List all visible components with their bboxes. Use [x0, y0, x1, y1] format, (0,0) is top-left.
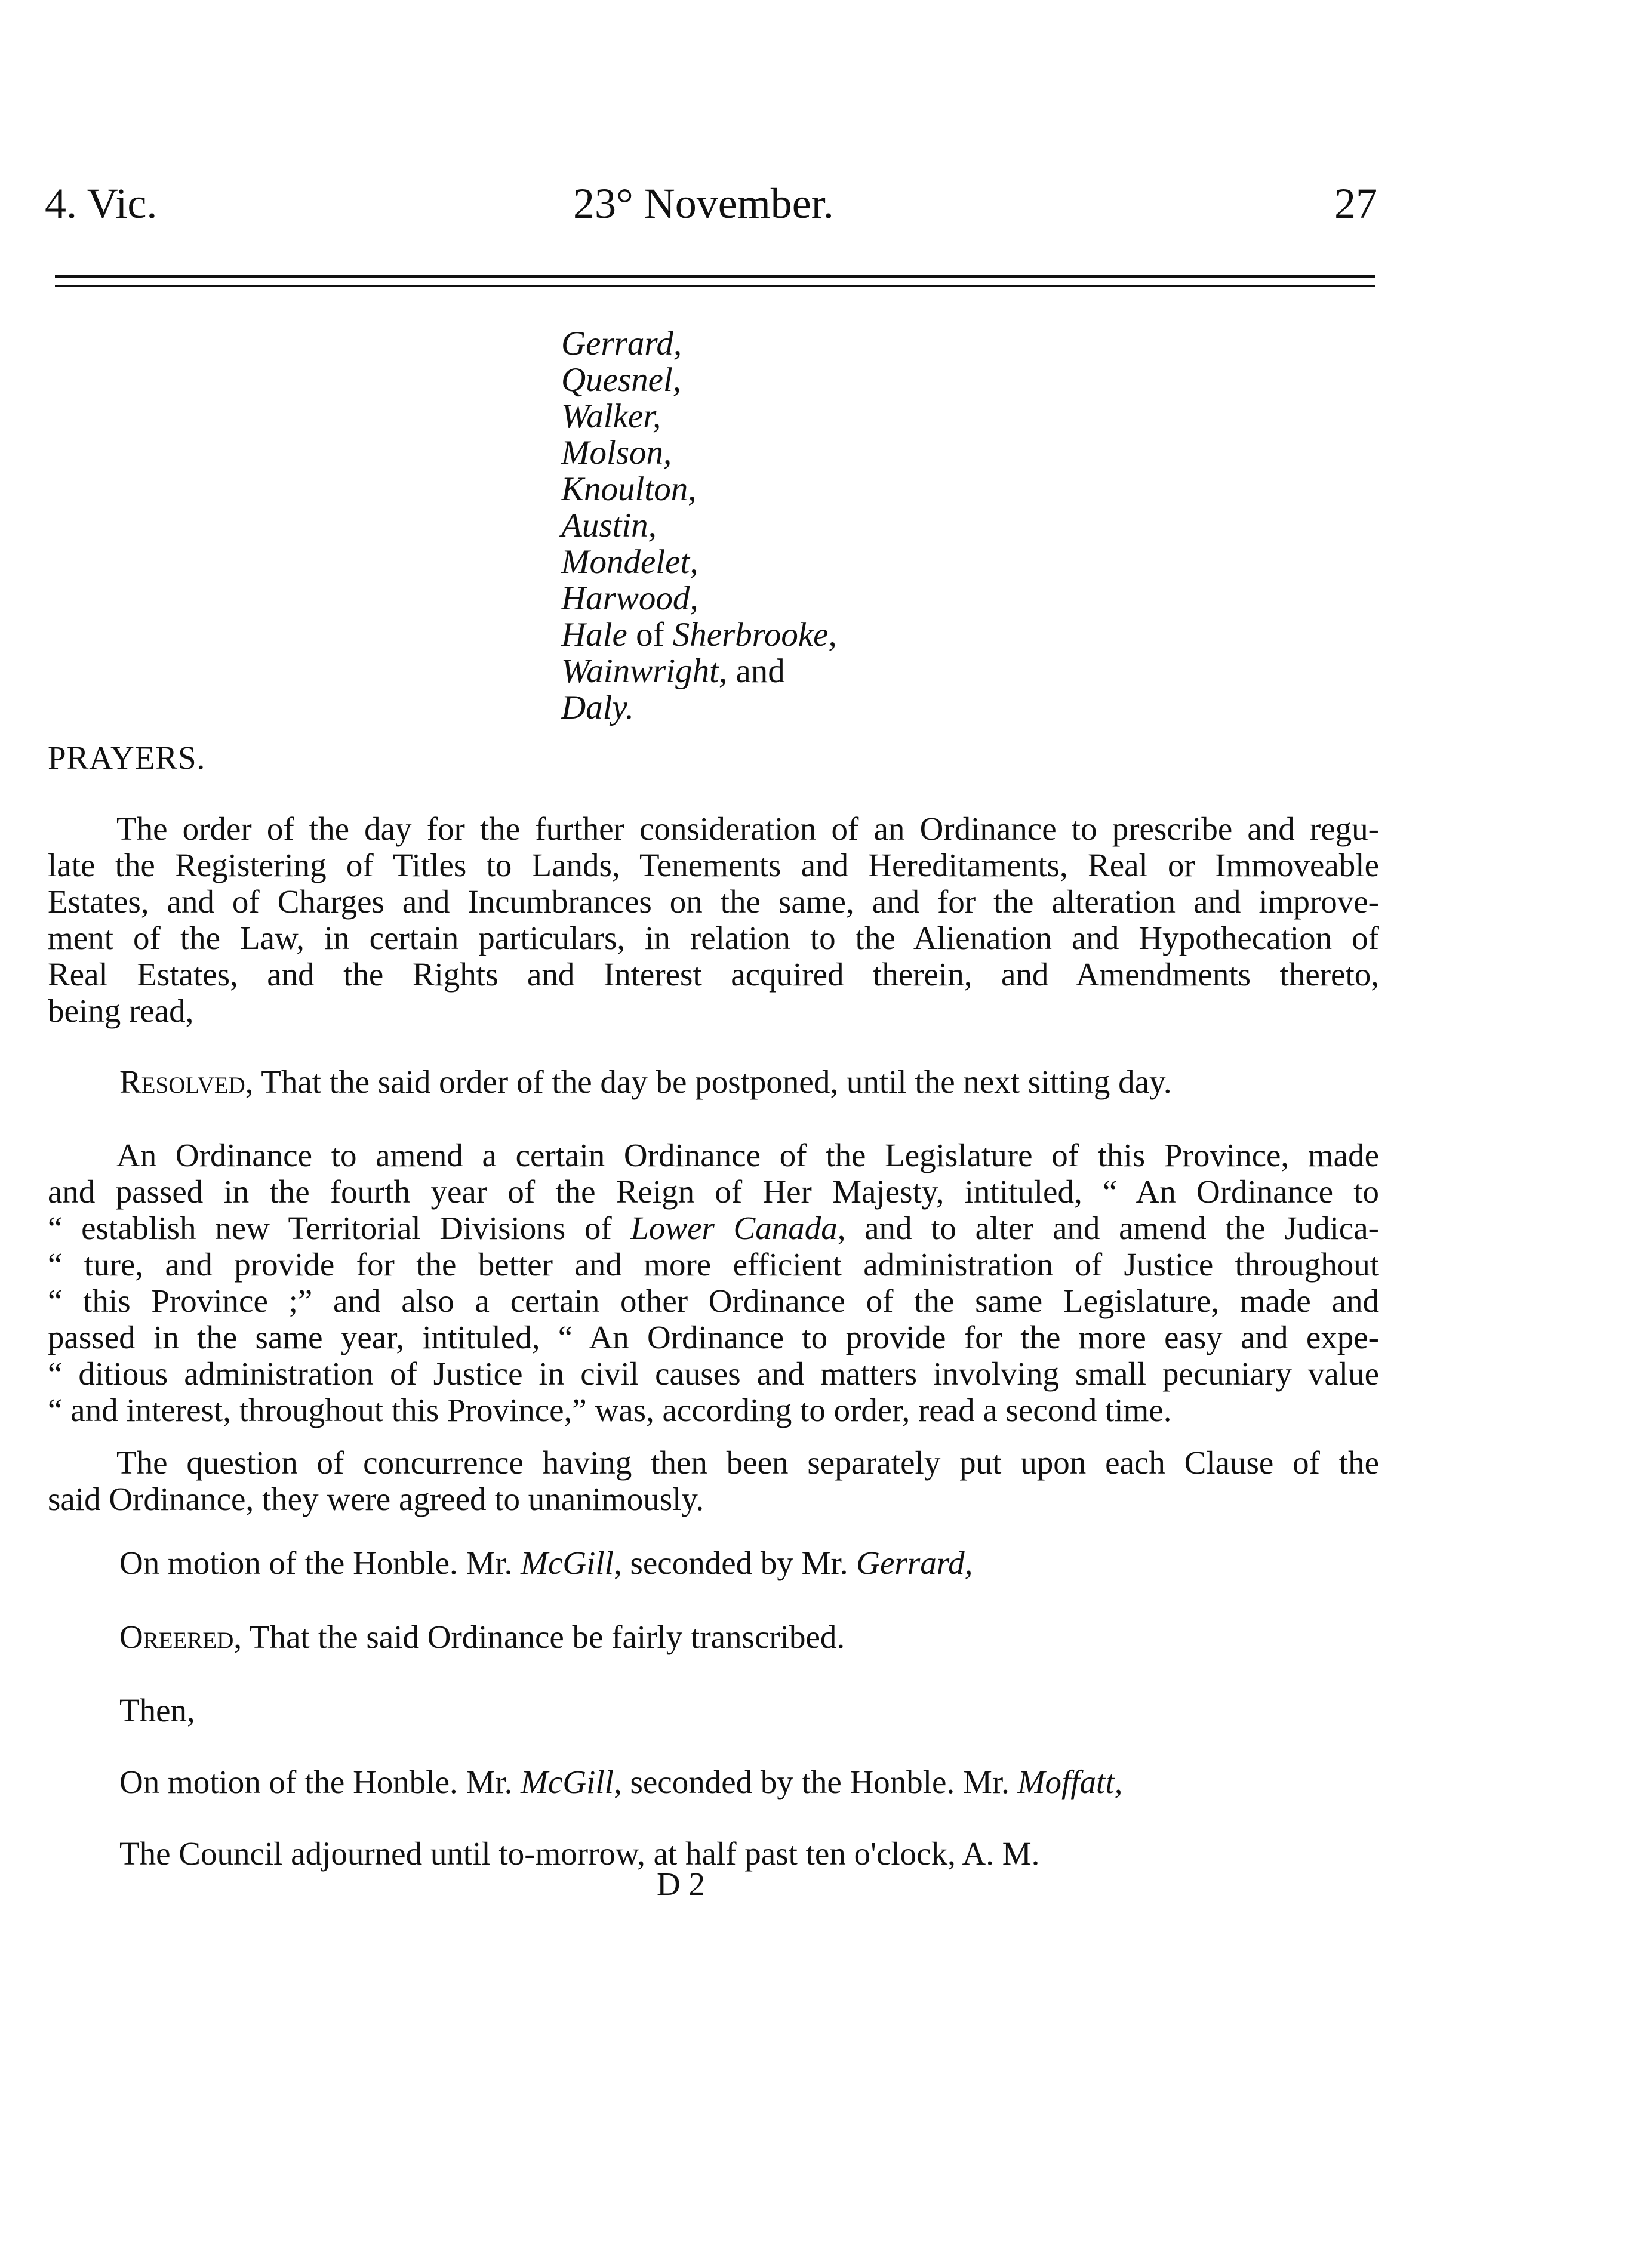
- text-run: , seconded by the Honble. Mr.: [613, 1764, 1018, 1800]
- resolution-postponed: [119, 1064, 1172, 1100]
- order-transcribed: [119, 1619, 845, 1655]
- text-line: ment of the Law, in certain particulars, in relation to the Alienation and Hypothecation of: [48, 920, 1379, 956]
- text-line: The question of concurrence having then been separately put upon each Clause of the: [116, 1444, 1379, 1481]
- then-line: Then,: [119, 1692, 195, 1728]
- text-line: “ ture, and provide for the better and more efficient administration of Justice throughout: [48, 1246, 1379, 1283]
- text-line: An Ordinance to amend a certain Ordinance of the Legislature of this Province, made: [116, 1137, 1379, 1173]
- text-run-italic: Lower Canada: [630, 1210, 838, 1246]
- text-line: said Ordinance, they were agreed to unanimously.: [48, 1481, 704, 1517]
- text-line: “ and interest, throughout this Province,” was, according to order, read a second time.: [48, 1392, 1172, 1428]
- connector-and: and: [727, 652, 785, 690]
- header-regnal-year: 4. Vic.: [45, 180, 158, 227]
- text-run-italic: Moffatt,: [1017, 1764, 1123, 1800]
- member-name: Mondelet,: [561, 543, 698, 581]
- adjournment-line: The Council adjourned until to-morrow, at half past ten o'clock, A. M.: [119, 1835, 1040, 1872]
- section-heading-prayers: PRAYERS.: [48, 739, 206, 776]
- text-line: and passed in the fourth year of the Reign of Her Majesty, intituled, “ An Ordinance to: [48, 1173, 1379, 1210]
- text-line: [48, 1210, 1379, 1246]
- text-run-italic: McGill: [521, 1545, 614, 1581]
- motion-mcgill-gerrard: [119, 1545, 973, 1581]
- paragraph-amending-ordinance: [48, 1137, 1379, 1428]
- header-rule-thin: [55, 285, 1375, 287]
- member-name: Quesnel,: [561, 361, 682, 399]
- header-rule-thick: [55, 275, 1375, 278]
- header-date: 23° November.: [573, 180, 834, 227]
- connector-of: of: [627, 616, 673, 654]
- text-run: “ establish new Territorial Divisions of: [48, 1210, 631, 1246]
- text-run-italic: McGill: [521, 1764, 614, 1800]
- member-name: Molson,: [561, 434, 672, 472]
- ordered-label: Oreered,: [119, 1619, 242, 1655]
- resolved-label: Resolved,: [119, 1064, 254, 1100]
- text-line: “ this Province ;” and also a certain other Ordinance of the same Legislature, made and: [48, 1283, 1379, 1319]
- members-present-list: [561, 325, 837, 726]
- member-name: Sherbrooke,: [672, 616, 837, 654]
- member-name: Harwood,: [561, 580, 698, 617]
- text-line: late the Registering of Titles to Lands, Tenements and Hereditaments, Real or Immoveable: [48, 847, 1379, 883]
- order-text: That the said Ordinance be fairly transcribed.: [242, 1619, 845, 1655]
- page-number: 27: [1334, 180, 1377, 227]
- text-line: “ ditious administration of Justice in civil causes and matters involving small pecuniary value: [48, 1355, 1379, 1392]
- text-run: , and to alter and amend the Judica-: [837, 1210, 1379, 1246]
- member-name-wainwright: [561, 653, 837, 689]
- motion-mcgill-moffatt: [119, 1764, 1122, 1800]
- resolution-text: That the said order of the day be postponed, until the next sitting day.: [253, 1064, 1172, 1100]
- paragraph-registering-ordinance: [48, 811, 1379, 1029]
- text-run-italic: Gerrard,: [856, 1545, 973, 1581]
- member-name: Hale: [561, 616, 627, 654]
- member-name: Knoulton,: [561, 470, 697, 508]
- text-run: , seconded by Mr.: [613, 1545, 857, 1581]
- member-name-hale: [561, 617, 837, 653]
- text-line: Real Estates, and the Rights and Interest acquired therein, and Amendments thereto,: [48, 956, 1379, 993]
- text-run: On motion of the Honble. Mr.: [119, 1545, 521, 1581]
- member-name: Austin,: [561, 507, 657, 544]
- paragraph-concurrence: [48, 1444, 1379, 1517]
- signature-mark: D 2: [657, 1866, 705, 1902]
- text-run: On motion of the Honble. Mr.: [119, 1764, 521, 1800]
- member-name: Walker,: [561, 397, 661, 435]
- text-line: Estates, and of Charges and Incumbrances on the same, and for the alteration and improve-: [48, 883, 1379, 920]
- member-name: Wainwright,: [561, 652, 728, 690]
- member-name: Daly.: [561, 689, 634, 726]
- text-line: being read,: [48, 993, 194, 1029]
- text-line: The order of the day for the further consideration of an Ordinance to prescribe and regu-: [116, 811, 1379, 847]
- text-line: passed in the same year, intituled, “ An Ordinance to provide for the more easy and expe-: [48, 1319, 1379, 1355]
- member-name: Gerrard,: [561, 325, 682, 362]
